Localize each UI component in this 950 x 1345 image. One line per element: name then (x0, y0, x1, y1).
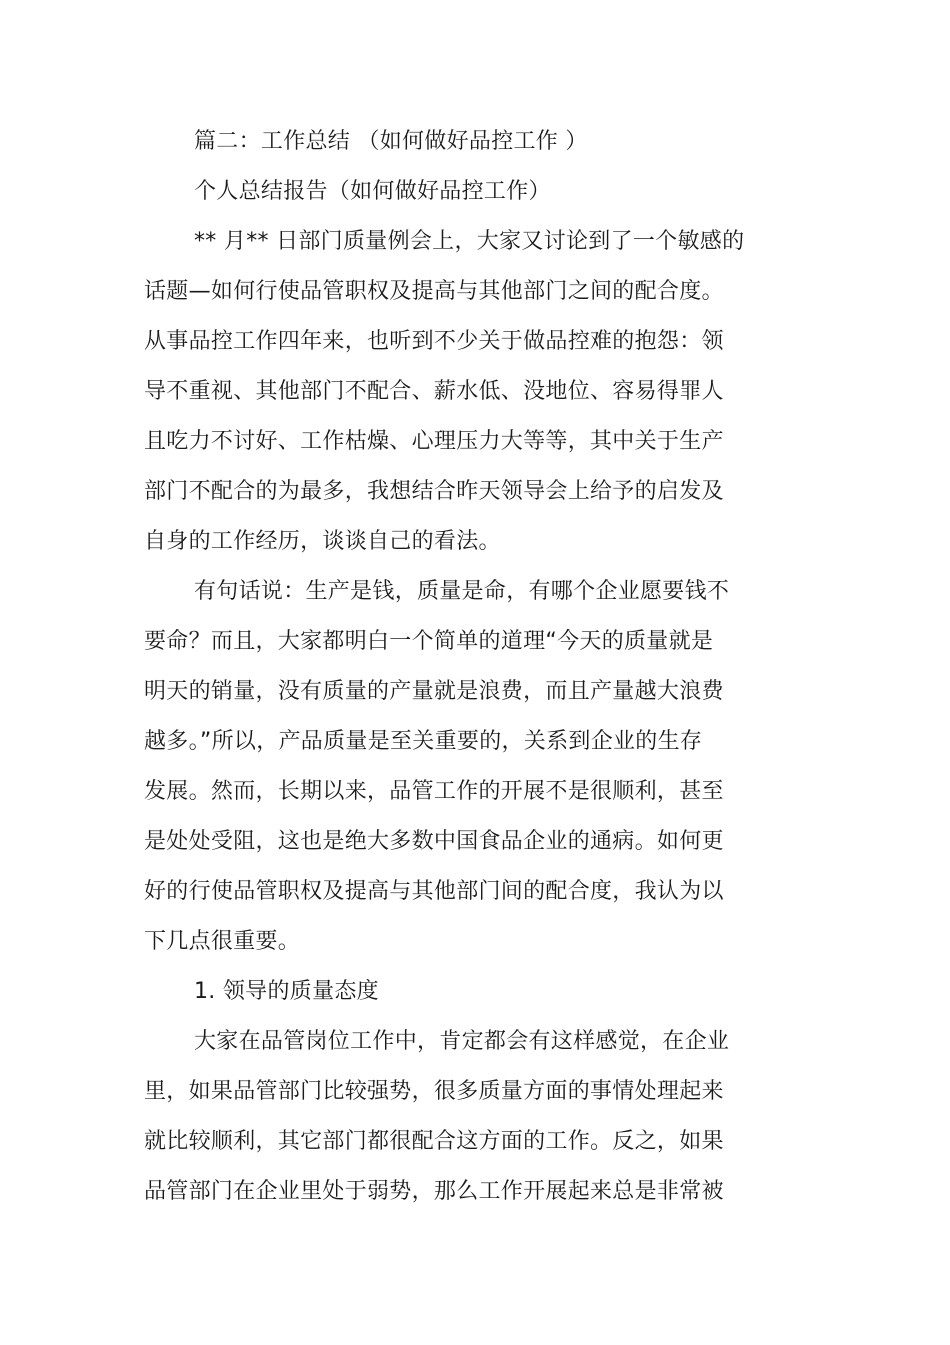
paragraph-line: 导不重视、其他部门不配合、薪水低、没地位、容易得罪人 (144, 379, 724, 404)
paragraph-line: 发展。然而，长期以来，品管工作的开展不是很顺利，甚至 (144, 779, 724, 804)
document-subtitle: 个人总结报告（如何做好品控工作） (194, 179, 551, 204)
paragraph-line: 话题—如何行使品管职权及提高与其他部门之间的配合度。 (144, 279, 724, 304)
paragraph-line: 有句话说：生产是钱，质量是命，有哪个企业愿要钱不 (194, 579, 730, 604)
paragraph-line: 大家在品管岗位工作中，肯定都会有这样感觉，在企业 (194, 1029, 730, 1054)
paragraph-line: 就比较顺利，其它部门都很配合这方面的工作。反之，如果 (144, 1129, 724, 1154)
paragraph-line: 里，如果品管部门比较强势，很多质量方面的事情处理起来 (144, 1079, 724, 1104)
paragraph-line: 从事品控工作四年来，也听到不少关于做品控难的抱怨：领 (144, 329, 724, 354)
paragraph-3 (144, 1017, 744, 1217)
paragraph-1 (144, 217, 744, 567)
paragraph-line: 越多。”所以，产品质量是至关重要的，关系到企业的生存 (144, 729, 703, 754)
paragraph-line: 品管部门在企业里处于弱势，那么工作开展起来总是非常被 (144, 1179, 724, 1204)
paragraph-line: 好的行使品管职权及提高与其他部门间的配合度，我认为以 (144, 879, 724, 904)
paragraph-line: 要命？而且，大家都明白一个简单的道理“今天的质量就是 (144, 629, 714, 654)
paragraph-2 (144, 567, 744, 967)
paragraph-line: 部门不配合的为最多，我想结合昨天领导会上给予的启发及 (144, 479, 724, 504)
paragraph-line: 是处处受阻，这也是绝大多数中国食品企业的通病。如何更 (144, 829, 724, 854)
paragraph-line: 下几点很重要。 (144, 929, 301, 954)
document-body (144, 117, 744, 1217)
paragraph-line: 自身的工作经历，谈谈自己的看法。 (144, 529, 501, 554)
paragraph-line: ** 月** 日部门质量例会上，大家又讨论到了一个敏感的 (194, 229, 745, 254)
section-heading: 1. 领导的质量态度 (194, 979, 379, 1004)
document-heading: 篇二：工作总结 （如何做好品控工作 ） (194, 129, 588, 154)
paragraph-line: 明天的销量，没有质量的产量就是浪费，而且产量越大浪费 (144, 679, 724, 704)
paragraph-line: 且吃力不讨好、工作枯燥、心理压力大等等，其中关于生产 (144, 429, 724, 454)
